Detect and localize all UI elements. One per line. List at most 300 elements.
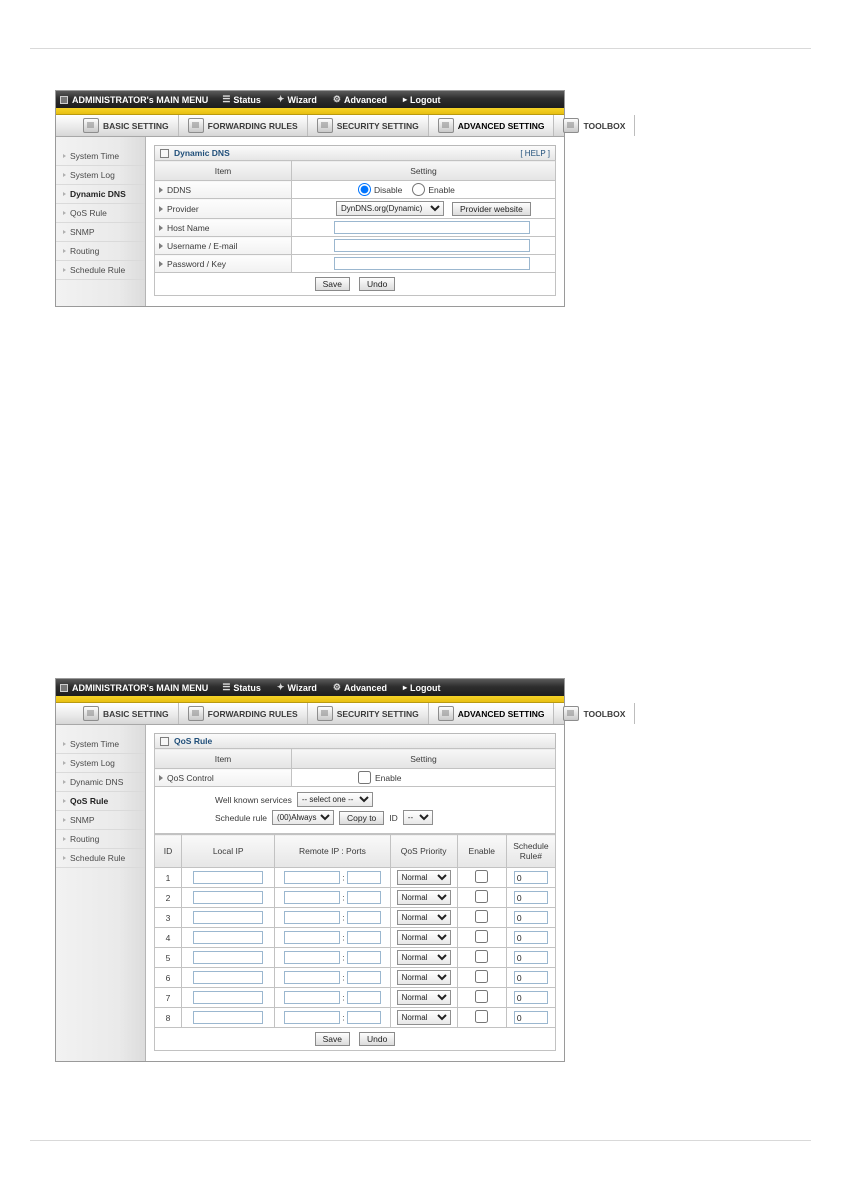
menu-item-advanced-label-2: Advanced — [343, 682, 387, 693]
remote-ip-input[interactable] — [284, 871, 340, 884]
menu-item-status-2[interactable] — [222, 683, 261, 693]
bullet-icon — [63, 211, 66, 215]
bullet-icon — [63, 154, 66, 158]
sidebar-item-system-log-label: System Log — [70, 170, 115, 180]
tab-toolbox-label-2: TOOLBOX — [583, 708, 626, 719]
cell-remote-ip-ports: : — [275, 1008, 390, 1028]
qos-priority-select[interactable] — [397, 930, 451, 945]
collapse-box-icon[interactable] — [160, 149, 169, 158]
tab-forwarding-rules-2[interactable] — [179, 703, 308, 724]
schedule-rule-input[interactable] — [514, 951, 548, 964]
row-value-ddns — [292, 181, 556, 199]
pencil-pad-icon — [83, 706, 99, 721]
ports-input[interactable] — [347, 931, 381, 944]
arrow-fork-icon — [188, 118, 204, 133]
row-label-ddns — [155, 181, 292, 199]
content-qos — [146, 725, 564, 1061]
table-row — [155, 968, 556, 988]
sidebar-item-dynamic-dns-2[interactable] — [56, 773, 145, 792]
schedule-rule-input[interactable] — [514, 891, 548, 904]
cell-local-ip — [182, 1008, 275, 1028]
cell-qos-priority — [390, 888, 457, 908]
table-row-qos-control — [155, 769, 556, 787]
save-button-qos[interactable]: Save — [315, 1032, 350, 1046]
cell-enable — [457, 888, 506, 908]
pencil-pad-icon — [83, 118, 99, 133]
table-row — [155, 928, 556, 948]
sidebar-item-dynamic-dns-label-2: Dynamic DNS — [70, 777, 124, 787]
sidebar-item-snmp-label: SNMP — [70, 227, 95, 237]
rule-enable-checkbox[interactable] — [475, 990, 488, 1003]
router-admin-panel-ddns — [55, 90, 626, 307]
row-label-host-name — [155, 219, 292, 237]
cell-schedule-rule — [506, 928, 555, 948]
cell-enable — [457, 948, 506, 968]
table-row-username — [155, 237, 556, 255]
remote-ip-input[interactable] — [284, 1011, 340, 1024]
row-label-password-text: Password / Key — [167, 258, 227, 269]
qos-rules-table — [154, 834, 556, 1028]
well-known-services-select[interactable] — [297, 792, 373, 807]
checkbox-qos-enable-label: Enable — [375, 772, 402, 783]
collapse-box-icon[interactable] — [160, 737, 169, 746]
page-divider-bottom — [30, 1140, 811, 1141]
tab-advanced-setting-label-2: ADVANCED SETTING — [457, 708, 545, 719]
well-known-services-label: Well known services — [215, 794, 292, 805]
local-ip-input[interactable] — [193, 951, 263, 964]
row-label-ddns-text: DDNS — [167, 184, 192, 195]
cell-qos-priority — [390, 908, 457, 928]
cell-local-ip — [182, 988, 275, 1008]
radio-ddns-disable-input[interactable] — [358, 183, 371, 196]
row-label-username — [155, 237, 292, 255]
save-button[interactable]: Save — [315, 277, 350, 291]
arrow-right-icon — [159, 775, 163, 781]
tab-advanced-setting-2[interactable] — [429, 703, 555, 724]
toolbox-icon — [563, 706, 579, 721]
tab-security-setting[interactable] — [308, 115, 429, 136]
menu-item-wizard[interactable] — [277, 95, 317, 105]
bullet-icon — [63, 192, 66, 196]
signal-bars-icon: ☰ — [222, 94, 231, 104]
column-header-item: Item — [155, 161, 292, 181]
username-email-input[interactable] — [334, 239, 530, 252]
cell-remote-ip-ports: : — [275, 988, 390, 1008]
sidebar-2 — [56, 725, 146, 1061]
menu-item-status-label: Status — [233, 94, 261, 105]
schedule-rule-input[interactable] — [514, 911, 548, 924]
sidebar-item-qos-rule-label-2: QoS Rule — [70, 796, 109, 806]
ddns-settings-table — [154, 160, 556, 273]
arrow-right-icon — [159, 225, 163, 231]
checkbox-qos-enable[interactable] — [296, 771, 551, 784]
cell-schedule-rule — [506, 968, 555, 988]
qos-table-header-row — [155, 835, 556, 868]
ports-input[interactable] — [347, 871, 381, 884]
tab-toolbox-2[interactable] — [554, 703, 635, 724]
qos-priority-select[interactable] — [397, 870, 451, 885]
table-row-ddns — [155, 181, 556, 199]
qos-priority-select[interactable] — [397, 890, 451, 905]
local-ip-input[interactable] — [193, 971, 263, 984]
rule-enable-checkbox[interactable] — [475, 930, 488, 943]
radio-ddns-disable-label: Disable — [374, 184, 403, 195]
window-box-icon — [60, 96, 68, 104]
row-label-qos-control-text: QoS Control — [167, 772, 214, 783]
table-row-host-name — [155, 219, 556, 237]
arrow-right-icon — [159, 243, 163, 249]
table-row — [155, 888, 556, 908]
arrow-right-icon — [159, 206, 163, 212]
table-header-row — [155, 161, 556, 181]
accent-bar-2 — [56, 696, 564, 703]
sidebar-item-routing-label-2: Routing — [70, 834, 100, 844]
column-header-remote-ip-ports: Remote IP : Ports — [275, 835, 390, 868]
bullet-icon — [63, 837, 66, 841]
column-header-id: ID — [155, 835, 182, 868]
shield-icon — [317, 706, 333, 721]
page-divider-top — [30, 48, 811, 49]
qos-priority-select[interactable] — [397, 910, 451, 925]
row-label-provider-text: Provider — [167, 203, 199, 214]
column-header-schedule-rule — [506, 835, 555, 868]
accent-bar — [56, 108, 564, 115]
ports-input[interactable] — [347, 1011, 381, 1024]
table-row-provider — [155, 199, 556, 219]
main-menu-bar — [56, 91, 564, 108]
menu-item-logout-label-2: Logout — [409, 682, 441, 693]
provider-select[interactable] — [336, 201, 444, 216]
panel-body — [56, 137, 564, 306]
cell-id: 3 — [155, 908, 182, 928]
schedule-rule-label: Schedule rule — [215, 812, 267, 823]
cell-id: 1 — [155, 868, 182, 888]
sidebar-item-snmp[interactable] — [56, 223, 145, 242]
radio-ddns-disable[interactable] — [358, 183, 402, 196]
row-label-provider — [155, 199, 292, 219]
ddns-footer-buttons — [154, 273, 556, 296]
rule-enable-checkbox[interactable] — [475, 1010, 488, 1023]
admin-menu-text: ADMINISTRATOR's MAIN MENU — [72, 94, 209, 105]
menu-item-status-label-2: Status — [233, 682, 261, 693]
cell-local-ip — [182, 968, 275, 988]
undo-button[interactable]: Undo — [359, 277, 395, 291]
schedule-rule-input[interactable] — [514, 971, 548, 984]
qos-priority-select[interactable] — [397, 950, 451, 965]
bullet-icon — [63, 268, 66, 272]
local-ip-input[interactable] — [193, 991, 263, 1004]
column-header-setting: Setting — [292, 161, 556, 181]
menu-item-wizard-label-2: Wizard — [287, 682, 317, 693]
cell-remote-ip-ports: : — [275, 968, 390, 988]
cell-id: 4 — [155, 928, 182, 948]
sidebar-item-routing[interactable] — [56, 242, 145, 261]
cell-enable — [457, 868, 506, 888]
schedule-rule-input[interactable] — [514, 931, 548, 944]
provider-website-button[interactable]: Provider website — [452, 202, 531, 216]
remote-ip-input[interactable] — [284, 891, 340, 904]
sidebar-item-snmp-2[interactable] — [56, 811, 145, 830]
ports-input[interactable] — [347, 891, 381, 904]
cell-enable — [457, 928, 506, 948]
tab-basic-setting-label-2: BASIC SETTING — [103, 708, 169, 719]
sidebar-item-schedule-rule-label: Schedule Rule — [70, 265, 126, 275]
schedule-rule-input[interactable] — [514, 1011, 548, 1024]
section-header-qos-rule — [154, 733, 556, 749]
qos-priority-select[interactable] — [397, 990, 451, 1005]
cell-local-ip — [182, 908, 275, 928]
row-value-host-name — [292, 219, 556, 237]
tab-security-setting-label: SECURITY SETTING — [336, 120, 419, 131]
cell-schedule-rule — [506, 1008, 555, 1028]
copy-to-id-select[interactable] — [403, 810, 433, 825]
sidebar-item-dynamic-dns[interactable] — [56, 185, 145, 204]
row-label-qos-control — [155, 769, 292, 787]
sidebar-item-schedule-rule-2[interactable] — [56, 849, 145, 868]
bullet-icon — [63, 742, 66, 746]
cell-schedule-rule — [506, 948, 555, 968]
tab-toolbox-label: TOOLBOX — [583, 120, 626, 131]
sidebar-item-schedule-rule-label-2: Schedule Rule — [70, 853, 126, 863]
section-header-dynamic-dns — [154, 145, 556, 161]
row-value-provider — [292, 199, 556, 219]
tab-forwarding-rules[interactable] — [179, 115, 308, 136]
main-menu-bar-2 — [56, 679, 564, 696]
rule-enable-checkbox[interactable] — [475, 970, 488, 983]
table-row — [155, 868, 556, 888]
sidebar-item-qos-rule[interactable] — [56, 204, 145, 223]
remote-ip-input[interactable] — [284, 931, 340, 944]
sidebar-item-qos-rule-label: QoS Rule — [70, 208, 107, 218]
cell-local-ip — [182, 948, 275, 968]
signal-bars-icon: ☰ — [222, 682, 231, 692]
qos-priority-select[interactable] — [397, 1010, 451, 1025]
copy-to-button[interactable]: Copy to — [339, 811, 384, 825]
ports-input[interactable] — [347, 911, 381, 924]
table-row — [155, 988, 556, 1008]
cell-remote-ip-ports: : — [275, 948, 390, 968]
cell-qos-priority — [390, 948, 457, 968]
local-ip-input[interactable] — [193, 911, 263, 924]
window-box-icon — [60, 684, 68, 692]
arrow-right-icon — [159, 261, 163, 267]
tab-bar-2 — [56, 703, 626, 725]
rule-enable-checkbox[interactable] — [475, 890, 488, 903]
admin-menu-text-2: ADMINISTRATOR's MAIN MENU — [72, 682, 209, 693]
router-admin-panel-qos — [55, 678, 626, 1062]
row-value-qos-control — [292, 769, 556, 787]
cell-schedule-rule — [506, 888, 555, 908]
ports-input[interactable] — [347, 971, 381, 984]
panel-body-2 — [56, 725, 564, 1061]
cell-qos-priority — [390, 988, 457, 1008]
tab-security-setting-2[interactable] — [308, 703, 429, 724]
cell-local-ip — [182, 868, 275, 888]
arrow-right-icon: ▸ — [402, 683, 407, 692]
menu-item-logout[interactable] — [403, 95, 441, 105]
tools-icon: ⚙ — [332, 682, 341, 692]
cell-remote-ip-ports: : — [275, 868, 390, 888]
cell-enable — [457, 968, 506, 988]
row-value-password — [292, 255, 556, 273]
cell-local-ip — [182, 928, 275, 948]
cell-enable — [457, 1008, 506, 1028]
column-header-setting: Setting — [292, 749, 556, 769]
checkbox-qos-enable-input[interactable] — [358, 771, 371, 784]
menu-item-wizard-2[interactable] — [277, 683, 317, 693]
sidebar-item-system-time-2[interactable] — [56, 735, 145, 754]
rule-enable-checkbox[interactable] — [475, 910, 488, 923]
arrow-right-icon: ▸ — [402, 95, 407, 104]
menu-item-wizard-label: Wizard — [287, 94, 317, 105]
sidebar-item-dynamic-dns-label: Dynamic DNS — [70, 189, 126, 199]
sidebar-item-schedule-rule[interactable] — [56, 261, 145, 280]
sidebar-item-system-time[interactable] — [56, 147, 145, 166]
column-header-schedule-line1: Schedule — [513, 841, 549, 851]
remote-ip-input[interactable] — [284, 971, 340, 984]
local-ip-input[interactable] — [193, 931, 263, 944]
cell-remote-ip-ports: : — [275, 928, 390, 948]
table-row — [155, 1008, 556, 1028]
menu-item-status[interactable] — [222, 95, 261, 105]
column-header-schedule-line2: Rule# — [519, 851, 543, 861]
qos-table-body — [155, 868, 556, 1028]
tab-toolbox[interactable] — [554, 115, 635, 136]
schedule-rule-input[interactable] — [514, 871, 548, 884]
shield-icon — [317, 118, 333, 133]
cell-id: 8 — [155, 1008, 182, 1028]
ports-input[interactable] — [347, 951, 381, 964]
cell-remote-ip-ports: : — [275, 888, 390, 908]
cell-schedule-rule — [506, 868, 555, 888]
cell-id: 6 — [155, 968, 182, 988]
well-known-services-row — [155, 792, 551, 807]
remote-ip-input[interactable] — [284, 951, 340, 964]
section-title-qos: QoS Rule — [174, 736, 213, 746]
tab-forwarding-rules-label: FORWARDING RULES — [207, 120, 298, 131]
wand-icon: ✦ — [276, 682, 285, 692]
sidebar-item-system-log-label-2: System Log — [70, 758, 115, 768]
schedule-rule-row — [155, 810, 551, 825]
sidebar-item-system-log[interactable] — [56, 166, 145, 185]
undo-button-qos[interactable]: Undo — [359, 1032, 395, 1046]
table-row-password — [155, 255, 556, 273]
host-name-input[interactable] — [334, 221, 530, 234]
qos-settings-table — [154, 748, 556, 787]
qos-priority-select[interactable] — [397, 970, 451, 985]
schedule-rule-select[interactable] — [272, 810, 334, 825]
admin-main-menu-label — [60, 95, 208, 105]
arrow-right-icon — [159, 187, 163, 193]
rule-enable-checkbox[interactable] — [475, 950, 488, 963]
cell-remote-ip-ports: : — [275, 908, 390, 928]
admin-main-menu-label-2 — [60, 683, 208, 693]
radio-ddns-enable[interactable] — [412, 183, 454, 196]
section-title: Dynamic DNS — [174, 148, 230, 158]
ports-input[interactable] — [347, 991, 381, 1004]
table-row — [155, 908, 556, 928]
remote-ip-input[interactable] — [284, 911, 340, 924]
remote-ip-input[interactable] — [284, 991, 340, 1004]
bullet-icon — [63, 856, 66, 860]
tab-advanced-setting-label: ADVANCED SETTING — [457, 120, 545, 131]
bullet-icon — [63, 249, 66, 253]
cell-schedule-rule — [506, 988, 555, 1008]
sidebar-item-qos-rule-2[interactable] — [56, 792, 145, 811]
sidebar-item-system-time-label-2: System Time — [70, 739, 120, 749]
tab-basic-setting[interactable] — [74, 115, 179, 136]
sidebar-item-system-log-2[interactable] — [56, 754, 145, 773]
local-ip-input[interactable] — [193, 871, 263, 884]
cell-id: 5 — [155, 948, 182, 968]
copy-to-id-label: ID — [389, 812, 398, 823]
menu-item-advanced[interactable] — [333, 95, 387, 105]
tab-security-setting-label-2: SECURITY SETTING — [336, 708, 419, 719]
tab-basic-setting-2[interactable] — [74, 703, 179, 724]
schedule-rule-input[interactable] — [514, 991, 548, 1004]
sidebar-item-system-time-label: System Time — [70, 151, 120, 161]
sidebar-item-routing-2[interactable] — [56, 830, 145, 849]
bullet-icon — [63, 780, 66, 784]
menu-item-advanced-label: Advanced — [343, 94, 387, 105]
cell-id: 2 — [155, 888, 182, 908]
menu-item-advanced-2[interactable] — [333, 683, 387, 693]
row-value-username — [292, 237, 556, 255]
bullet-icon — [63, 173, 66, 177]
toolbox-icon — [563, 118, 579, 133]
cell-enable — [457, 988, 506, 1008]
tab-advanced-setting[interactable] — [429, 115, 555, 136]
content-ddns — [146, 137, 564, 306]
row-label-username-text: Username / E-mail — [167, 240, 238, 251]
gear-icon — [438, 118, 454, 133]
tab-forwarding-rules-label-2: FORWARDING RULES — [207, 708, 298, 719]
cell-enable — [457, 908, 506, 928]
rule-enable-checkbox[interactable] — [475, 870, 488, 883]
column-header-local-ip: Local IP — [182, 835, 275, 868]
cell-qos-priority — [390, 868, 457, 888]
cell-id: 7 — [155, 988, 182, 1008]
table-row — [155, 948, 556, 968]
bullet-icon — [63, 761, 66, 765]
arrow-fork-icon — [188, 706, 204, 721]
cell-schedule-rule — [506, 908, 555, 928]
qos-footer-buttons — [154, 1028, 556, 1051]
wand-icon: ✦ — [276, 94, 285, 104]
sidebar-item-snmp-label-2: SNMP — [70, 815, 95, 825]
password-key-input[interactable] — [334, 257, 530, 270]
help-link[interactable]: [ HELP ] — [520, 148, 550, 158]
table-header-row — [155, 749, 556, 769]
local-ip-input[interactable] — [193, 891, 263, 904]
gear-icon — [438, 706, 454, 721]
menu-item-logout-label: Logout — [409, 94, 441, 105]
cell-qos-priority — [390, 1008, 457, 1028]
row-label-password — [155, 255, 292, 273]
menu-item-logout-2[interactable] — [403, 683, 441, 693]
bullet-icon — [63, 818, 66, 822]
column-header-item: Item — [155, 749, 292, 769]
column-header-enable: Enable — [457, 835, 506, 868]
tab-bar — [56, 115, 626, 137]
cell-local-ip — [182, 888, 275, 908]
radio-ddns-enable-input[interactable] — [412, 183, 425, 196]
sidebar — [56, 137, 146, 306]
qos-quick-controls — [154, 787, 556, 834]
tab-basic-setting-label: BASIC SETTING — [103, 120, 169, 131]
local-ip-input[interactable] — [193, 1011, 263, 1024]
column-header-qos-priority: QoS Priority — [390, 835, 457, 868]
